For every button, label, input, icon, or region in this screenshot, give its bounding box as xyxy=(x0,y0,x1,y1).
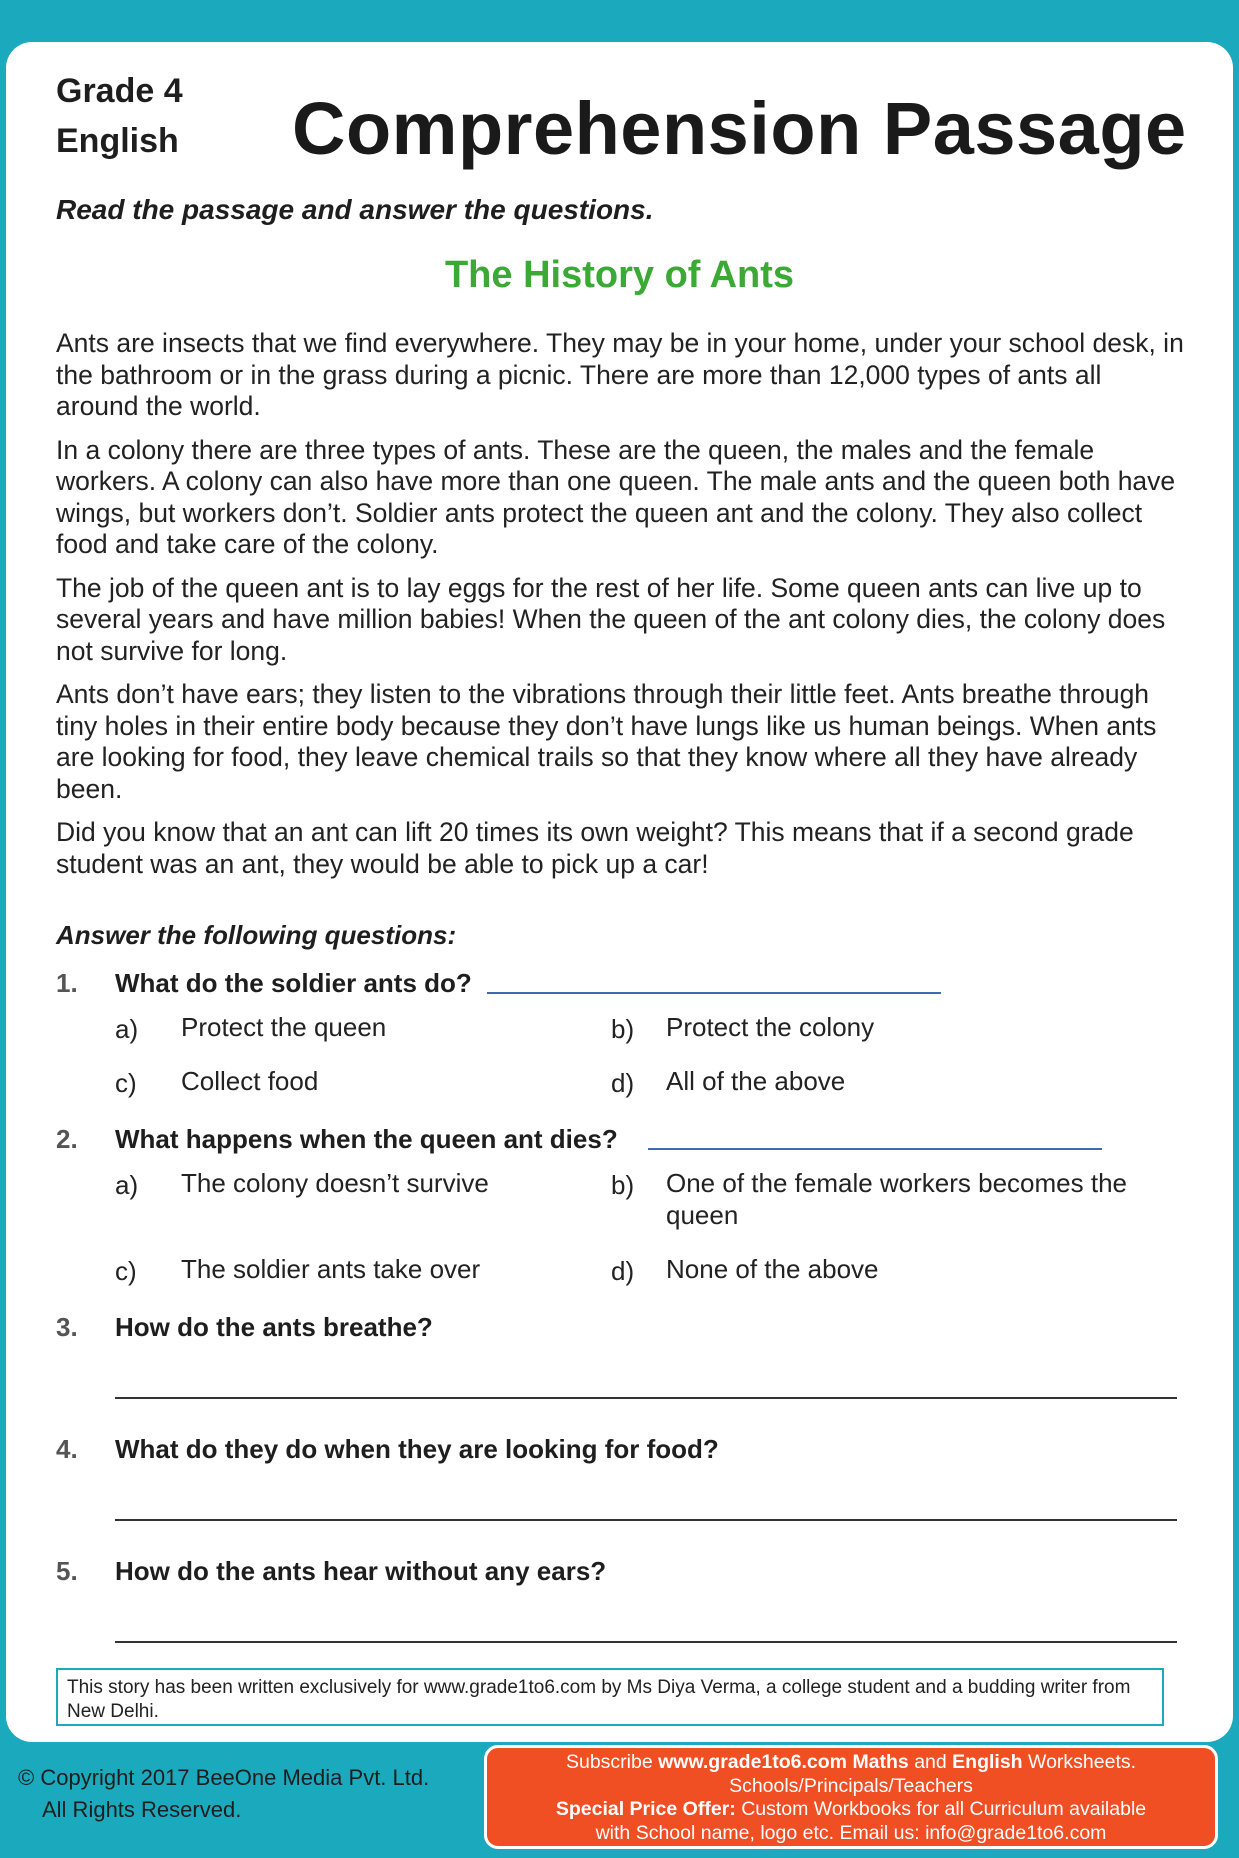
subject-label: English xyxy=(56,122,179,160)
question-2-number: 2. xyxy=(56,1124,78,1154)
question-2-text: What happens when the queen ant dies? xyxy=(115,1124,618,1154)
story-title: The History of Ants xyxy=(444,254,795,296)
promo-line-1 xyxy=(487,1751,1215,1775)
worksheet-page xyxy=(6,42,1233,1742)
question-1-option-b: Protect the colony xyxy=(666,1012,875,1042)
question-2-option-d: None of the above xyxy=(666,1254,879,1284)
question-4-number: 4. xyxy=(56,1434,78,1464)
promo-site-link[interactable]: www.grade1to6.com xyxy=(658,1751,848,1773)
question-3-answer-line[interactable] xyxy=(115,1397,1177,1399)
question-1-option-c: Collect food xyxy=(181,1066,319,1096)
passage-paragraph-5: Did you know that an ant can lift 20 times its own weight? This means that if a second grade student was an ant, they would be able to pick up a car! xyxy=(56,817,1134,879)
author-credit-box: This story has been written exclusively for www.grade1to6.com by Ms Diya Verma, a college student and a budding writer from New Delhi. xyxy=(56,1668,1164,1726)
promo-maths: Maths xyxy=(852,1751,909,1773)
copyright-notice xyxy=(18,1762,429,1826)
question-2-option-a: The colony doesn’t survive xyxy=(181,1168,489,1198)
question-1-option-b-letter: b) xyxy=(611,1014,635,1044)
question-2-option-b-letter: b) xyxy=(611,1170,635,1200)
question-1-number: 1. xyxy=(56,968,78,998)
promo-english: English xyxy=(952,1751,1023,1773)
passage-paragraph-2: In a colony there are three types of ants. These are the queen, the males and the female workers. A colony can also have more than one queen. The male ants and the queen both have wings, but workers don’t. Soldier ants protect the queen ant and the colony. They also collect food and take care of the colony. xyxy=(56,434,1176,559)
question-2-option-a-letter: a) xyxy=(115,1170,139,1200)
page-title: Comprehension Passage xyxy=(292,87,1187,170)
question-2-option-d-letter: d) xyxy=(611,1256,635,1286)
passage-paragraph-4: Ants don’t have ears; they listen to the vibrations through their little feet. Ants breathe through tiny holes in their entire body because they don’t have lungs like us human beings. When ants are looking for food, they leave chemical trails so that they know where all they have already been. xyxy=(56,679,1157,804)
passage-paragraph-1: Ants are insects that we find everywhere. They may be in your home, under your school desk, in the bathroom or in the grass during a picnic. There are more than 12,000 types of ants all around the world. xyxy=(56,328,1184,421)
copyright-line: © Copyright 2017 BeeOne Media Pvt. Ltd. xyxy=(18,1765,430,1790)
question-4-text: What do they do when they are looking for food? xyxy=(115,1434,719,1464)
questions-heading: Answer the following questions: xyxy=(56,920,457,950)
question-1-option-d: All of the above xyxy=(666,1066,846,1096)
promo-offer-text: Custom Workbooks for all Curriculum available xyxy=(741,1798,1147,1820)
question-1-option-a: Protect the queen xyxy=(181,1012,387,1042)
instruction-text: Read the passage and answer the questions. xyxy=(56,194,654,225)
question-2-answer-blank[interactable] xyxy=(648,1148,1102,1150)
promo-line-2: Schools/Principals/Teachers xyxy=(729,1774,973,1797)
passage-paragraph-3: The job of the queen ant is to lay eggs for the rest of her life. Some queen ants can live up to several years and have million babies! When the queen of the ant colony dies, the colony does not survive for long. xyxy=(56,572,1166,666)
question-5-answer-line[interactable] xyxy=(115,1641,1177,1643)
question-3-text: How do the ants breathe? xyxy=(115,1312,433,1342)
question-2-option-b: One of the female workers becomes the queen xyxy=(666,1168,1128,1230)
question-2-option-c: The soldier ants take over xyxy=(181,1254,481,1284)
question-1-text: What do the soldier ants do? xyxy=(115,968,472,998)
question-1-option-c-letter: c) xyxy=(115,1068,137,1098)
question-1-option-d-letter: d) xyxy=(611,1068,635,1098)
question-5-text: How do the ants hear without any ears? xyxy=(115,1556,607,1586)
grade-subject-label xyxy=(56,66,183,166)
promo-line-3 xyxy=(487,1798,1215,1822)
question-1-answer-blank[interactable] xyxy=(487,992,941,994)
passage xyxy=(56,328,1186,892)
promo-offer-label: Special Price Offer: xyxy=(555,1798,736,1820)
grade-label: Grade 4 xyxy=(56,72,183,110)
question-5-number: 5. xyxy=(56,1556,78,1586)
promo-and: and xyxy=(914,1751,947,1773)
question-4-answer-line[interactable] xyxy=(115,1519,1177,1521)
question-2-option-c-letter: c) xyxy=(115,1256,137,1286)
rights-line: All Rights Reserved. xyxy=(42,1797,242,1822)
promo-line-4[interactable]: with School name, logo etc. Email us: info@grade1to6.com xyxy=(595,1821,1107,1844)
question-1-option-a-letter: a) xyxy=(115,1014,139,1044)
question-3-number: 3. xyxy=(56,1312,78,1342)
subscribe-promo-banner[interactable] xyxy=(484,1745,1218,1849)
promo-subscribe: Subscribe xyxy=(565,1751,653,1773)
promo-worksheets: Worksheets. xyxy=(1028,1751,1137,1773)
